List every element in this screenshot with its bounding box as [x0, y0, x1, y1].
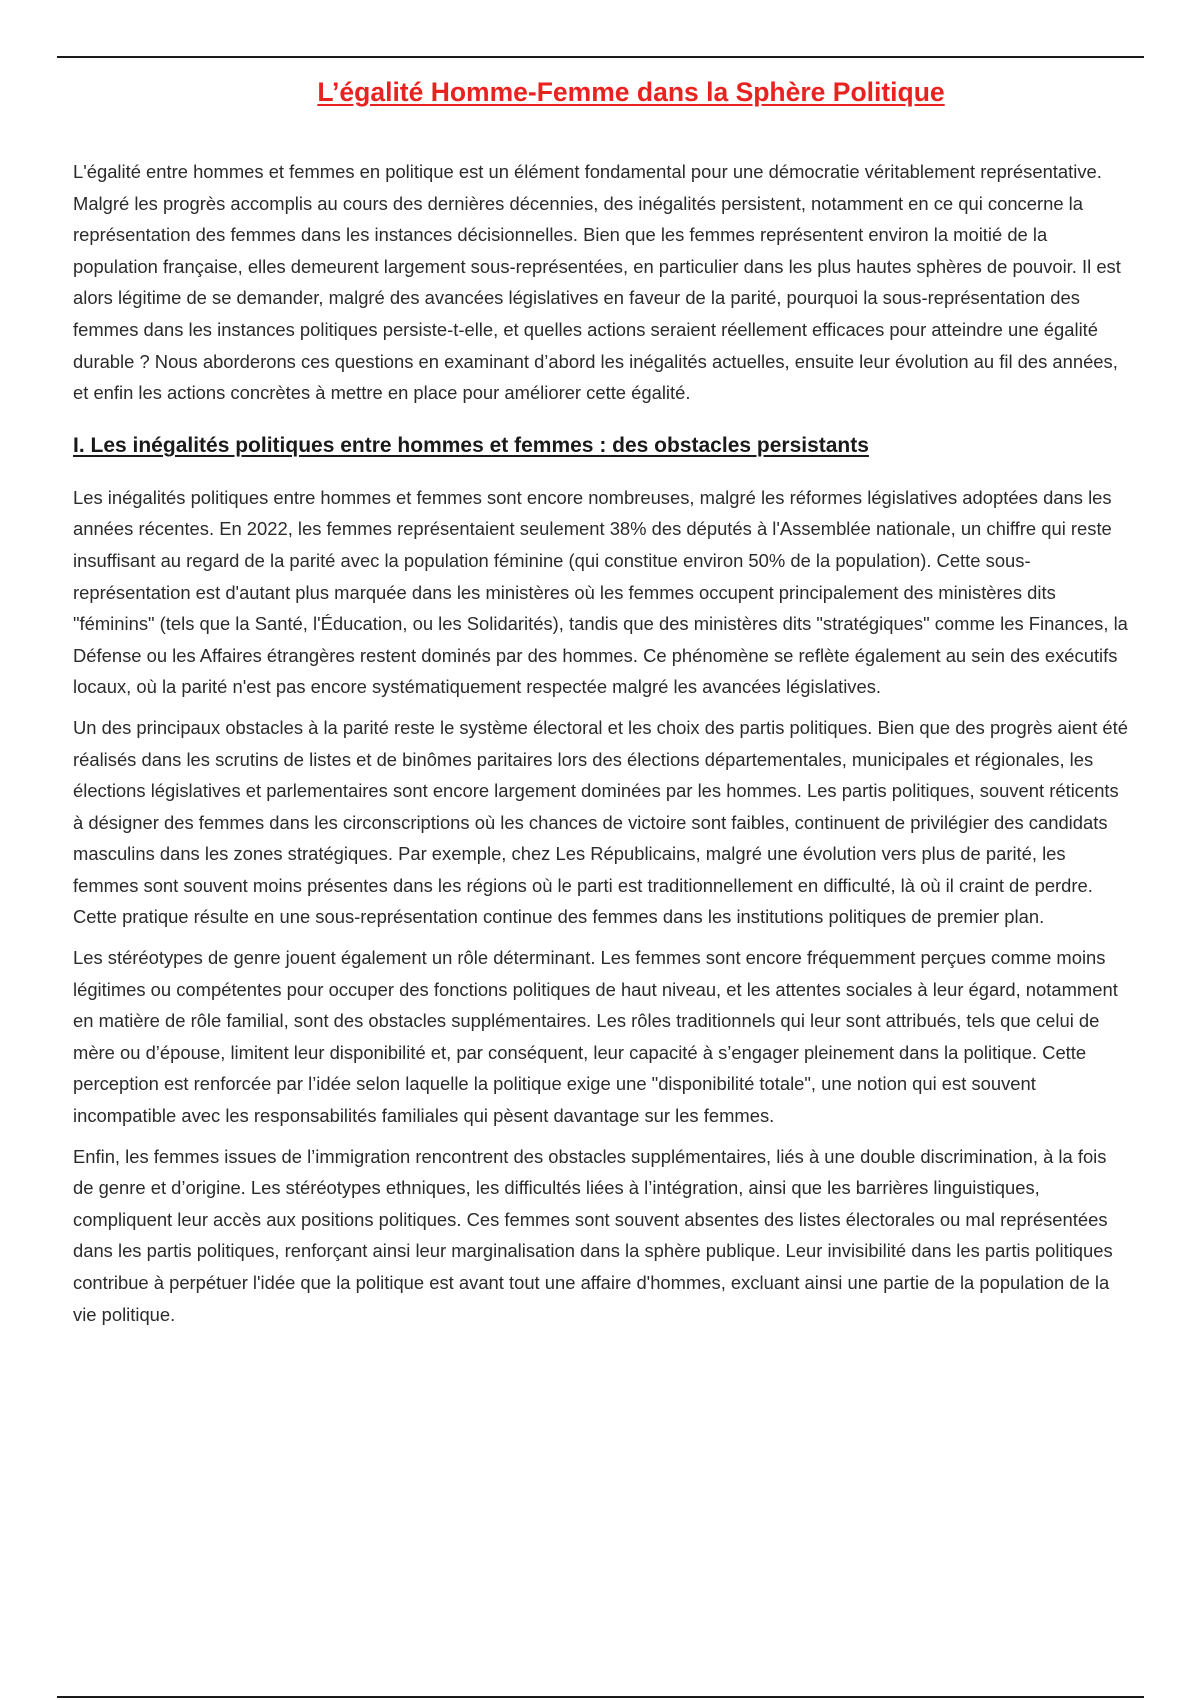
section-paragraph-3: Les stéréotypes de genre jouent également un rôle déterminant. Les femmes sont encore fréquemment perçues comme moins légitimes ou compétentes pour occuper des fonctions politiques de haut niveau, et les attentes sociales à leur égard, notamment en matière de rôle familial, sont des obstacles supplémentaires. Les rôles traditionnels qui leur sont attribués, tels que celui de mère ou d’épouse, limitent leur disponibilité et, par conséquent, leur capacité à s’engager pleinement dans la politique. Cette perception est renforcée par l’idée selon laquelle la politique exige une "disponibilité totale", une notion qui est souvent incompatible avec les responsabilités familiales qui pèsent davantage sur les femmes.	[73, 947, 1118, 1127]
section-paragraph-4: Enfin, les femmes issues de l’immigration rencontrent des obstacles supplémentaires, liés à une double discrimination, à la fois de genre et d’origine. Les stéréotypes ethniques, les difficultés liées à l’intégration, ainsi que les barrières linguistiques, compliquent leur accès aux positions politiques. Ces femmes sont souvent absentes des listes électorales ou mal représentées dans les partis politiques, renforçant ainsi leur marginalisation dans la sphère publique. Leur invisibilité dans les partis politiques contribue à perpétuer l'idée que la politique est avant tout une affaire d'hommes, excluant ainsi une partie de la population de la vie politique.	[73, 1145, 1113, 1325]
section-paragraph-2: Un des principaux obstacles à la parité reste le système électoral et les choix des partis politiques. Bien que des progrès aient été réalisés dans les scrutins de listes et de binômes paritaires lors des élections départementales, municipales et régionales, les élections législatives et parlementaires sont encore largement dominées par les hommes. Les partis politiques, souvent réticents à désigner des femmes dans les circonscriptions où les chances de victoire sont faibles, continuent de privilégier des candidats masculins dans les zones stratégiques. Par exemple, chez Les Républicains, malgré une évolution vers plus de parité, les femmes sont souvent moins présentes dans les régions où le parti est traditionnellement en difficulté, là où il craint de perdre. Cette pratique résulte en une sous-représentation continue des femmes dans les institutions politiques de premier plan.	[73, 716, 1128, 928]
intro-paragraph: L'égalité entre hommes et femmes en politique est un élément fondamental pour une démocratie véritablement représentative. Malgré les progrès accomplis au cours des dernières décennies, des inégalités persistent, notamment en ce qui concerne la représentation des femmes dans les instances décisionnelles. Bien que les femmes représentent environ la moitié de la population française, elles demeurent largement sous-représentées, en particulier dans les plus hautes sphères de pouvoir. Il est alors légitime de se demander, malgré des avancées législatives en faveur de la parité, pourquoi la sous-représentation des femmes dans les instances politiques persiste-t-elle, et quelles actions seraient réellement efficaces pour atteindre une égalité durable ? Nous aborderons ces questions en examinant d’abord les inégalités actuelles, ensuite leur évolution au fil des années, et enfin les actions concrètes à mettre en place pour améliorer cette égalité.	[73, 161, 1121, 404]
document-title: L’égalité Homme-Femme dans la Sphère Politique	[317, 77, 945, 107]
bottom-divider	[57, 1696, 1144, 1698]
document-page	[73, 74, 1129, 1330]
section-paragraph-1: Les inégalités politiques entre hommes et femmes sont encore nombreuses, malgré les réformes législatives adoptées dans les années récentes. En 2022, les femmes représentaient seulement 38% des députés à l'Assemblée nationale, un chiffre qui reste insuffisant au regard de la parité avec la population féminine (qui constitue environ 50% de la population). Cette sous-représentation est d'autant plus marquée dans les ministères où les femmes occupent principalement des ministères dits "féminins" (tels que la Santé, l'Éducation, ou les Solidarités), tandis que des ministères dits "stratégiques" comme les Finances, la Défense ou les Affaires étrangères restent dominés par des hommes. Ce phénomène se reflète également au sein des exécutifs locaux, où la parité n'est pas encore systématiquement respectée malgré les avancées législatives.	[73, 486, 1128, 698]
section-body	[73, 482, 1129, 1330]
section-heading: I. Les inégalités politiques entre hommes et femmes : des obstacles persistants	[73, 433, 869, 457]
top-divider	[57, 56, 1144, 58]
